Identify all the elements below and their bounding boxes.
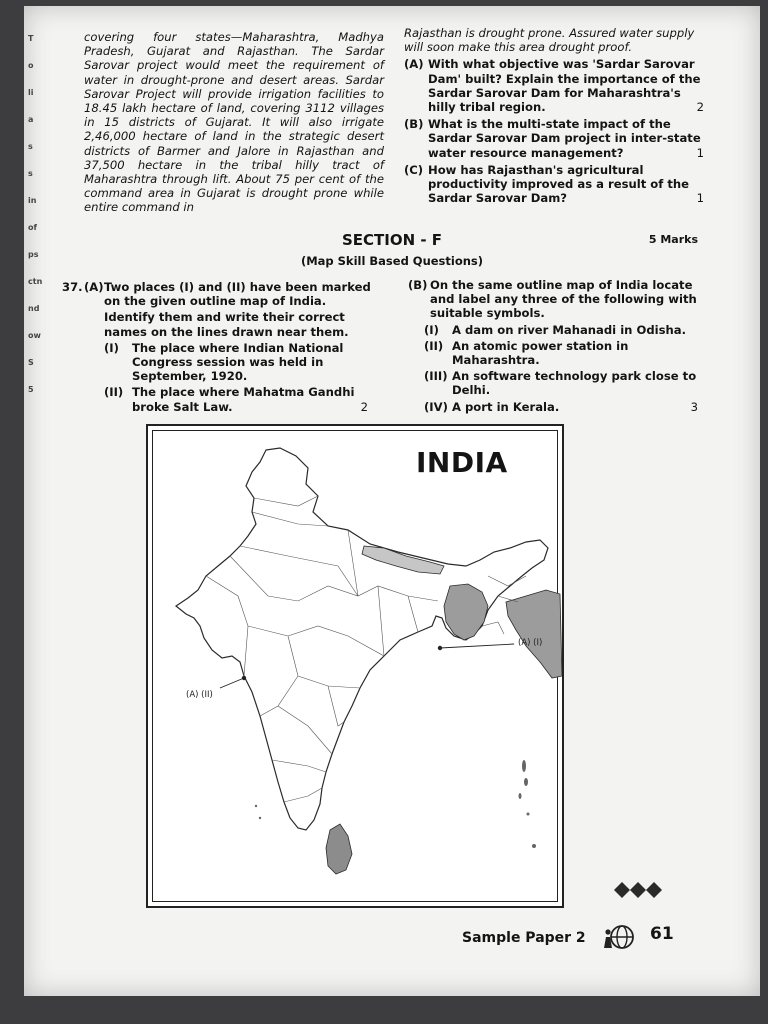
margin-fragment: s <box>28 169 33 178</box>
margin-fragment: S <box>28 358 34 367</box>
list-item: (IV) A port in Kerala. 3 <box>424 399 698 414</box>
question-number: 37. <box>62 280 83 294</box>
question-marks: 1 <box>696 145 704 160</box>
margin-fragment: s <box>28 142 33 151</box>
case-study-paragraph: covering four states—Maharashtra, Madhya Pradesh, Gujarat and Rajasthan. The Sardar Sarovar project would meet the requirement of water in drought-prone and desert areas. Sardar Sarovar Project will provide irrigation facilities to 18.45 lakh hectare of land, covering 3112 villages in 15 districts of Gujarat. It will also irrigate 2,46,000 hectare of land in the strategic desert districts of Barmer and Jalore in Rajasthan and 37,500 hectare in the tribal hilly tract of Maharashtra through lift. About 75 per cent of the command area in Gujarat is drought prone while entire command in <box>84 30 384 215</box>
margin-fragment: in <box>28 196 37 205</box>
question-marks: 3 <box>690 399 698 414</box>
question-b: (B) What is the multi-state impact of the Sardar Sarovar Dam project in inter-state water resource management? 1 <box>404 117 704 160</box>
margin-fragment: o <box>28 61 34 70</box>
list-item: (III) An software technology park close to Delhi. <box>424 369 697 398</box>
map-label-a2: (A) (II) <box>186 690 213 700</box>
leader-line-a1 <box>440 644 514 648</box>
margin-fragment: ctn <box>28 277 43 286</box>
margin-fragment: ow <box>28 331 41 340</box>
margin-fragment: 5 <box>28 385 34 394</box>
question-marks: 2 <box>360 399 368 414</box>
map-label-a1: (A) (I) <box>518 638 543 648</box>
globe-person-icon <box>602 922 636 952</box>
list-item: (I) A dam on river Mahanadi in Odisha. <box>424 322 686 337</box>
india-outline <box>176 448 548 830</box>
book-page <box>24 6 760 996</box>
margin-fragment: li <box>28 88 34 97</box>
list-item: (I) The place where Indian National Congress session was held in September, 1920. <box>104 340 344 384</box>
question-marks: 2 <box>696 100 704 115</box>
page-number: 61 <box>650 924 674 944</box>
margin-fragment: of <box>28 223 37 232</box>
part-label: (B) <box>408 278 428 292</box>
list-item: (II) The place where Mahatma Gandhi broke Salt Law. 2 <box>104 385 368 414</box>
leader-line-a2 <box>220 678 244 688</box>
list-item: (II) An atomic power station in Maharashtra. <box>424 338 629 368</box>
question-c: (C) How has Rajasthan's agricultural productivity improved as a result of the Sardar Sarovar Dam? 1 <box>404 162 704 206</box>
margin-fragment: a <box>28 115 34 124</box>
footer-title: Sample Paper 2 <box>462 930 586 946</box>
lakshadweep-islands <box>255 805 261 819</box>
case-study-conclusion: Rajasthan is drought prone. Assured water supply will soon make this area drought proof. <box>404 26 695 55</box>
part-label: (A) <box>84 280 104 294</box>
part-intro: Two places (I) and (II) have been marked on the given outline map of India. <box>104 280 371 309</box>
section-title: SECTION - F <box>341 231 443 249</box>
margin-fragment: T <box>28 34 34 43</box>
section-subtitle: (Map Skill Based Questions) <box>300 254 484 268</box>
andaman-islands <box>519 760 537 848</box>
myanmar-shaded <box>506 590 562 678</box>
part-intro: On the same outline map of India locate and label any three of the following with suitable symbols. <box>430 278 697 321</box>
map-title: INDIA <box>416 446 508 479</box>
question-a: (A) With what objective was 'Sardar Sarovar Dam' built? Explain the importance of the Sardar Sarovar Dam for Maharashtra's hilly tribal region. 2 <box>404 57 704 115</box>
margin-fragment: nd <box>28 304 40 313</box>
section-marks: 5 Marks <box>648 233 698 246</box>
question-37-part-a <box>62 280 372 416</box>
sri-lanka-island <box>326 824 352 874</box>
case-study-questions <box>404 26 704 208</box>
question-marks: 1 <box>696 191 704 206</box>
india-outline-map <box>146 424 564 908</box>
decorative-diamonds-icon <box>612 880 666 900</box>
part-instruction: Identify them and write their correct names on the lines drawn near them. <box>104 310 349 339</box>
india-map-drawing <box>148 426 562 906</box>
question-37-part-b <box>408 278 698 416</box>
margin-fragment: ps <box>28 250 39 259</box>
